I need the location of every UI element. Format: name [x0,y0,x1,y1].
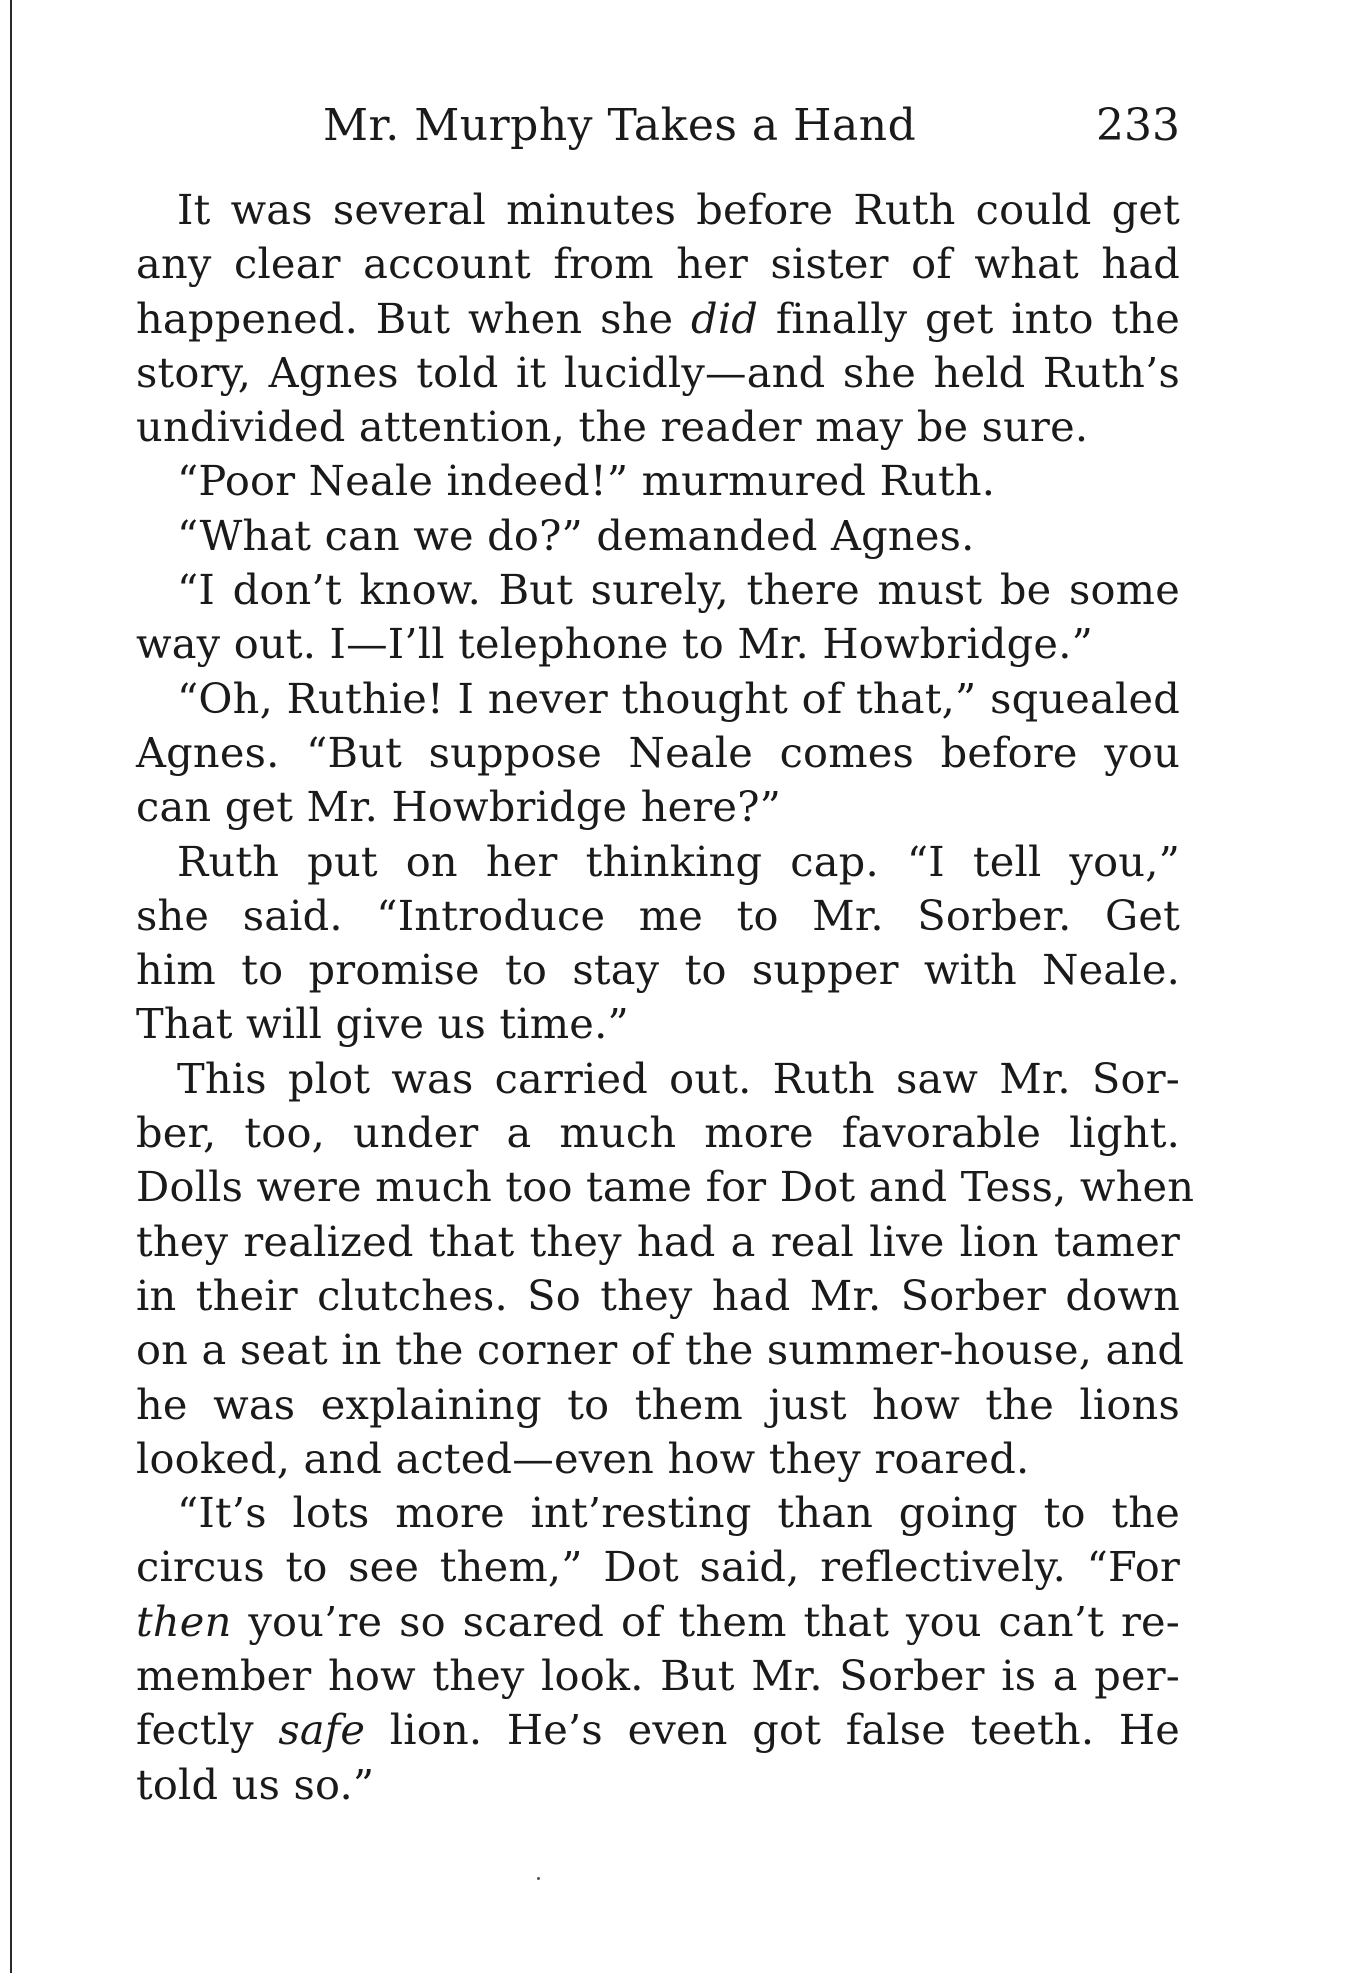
text-run: It was several minutes before Ruth could get [177,185,1180,234]
text-line [136,237,1180,291]
paragraph [136,183,1180,454]
text-line [136,1378,1180,1432]
paragraph [136,1052,1195,1486]
text-run: told us so.” [136,1759,375,1809]
paragraph [136,835,1180,1052]
text-line [136,835,1180,889]
text-run: ber, too, under a much more favorable light. [136,1108,1180,1158]
paragraph [136,672,1180,835]
text-run: Dolls were much too tame for Dot and Tess, when [136,1162,1195,1212]
text-run: “Oh, Ruthie! I never thought of that,” squealed [177,673,1180,723]
text-run: she said. “Introduce me to Mr. Sorber. Get [136,890,1180,940]
text-line [136,943,1180,997]
text-run: “I don’t know. But surely, there must be some [177,565,1180,615]
paper-speck [537,1877,540,1880]
text-line [136,1486,1180,1540]
text-run: “Poor Neale indeed!” murmured Ruth. [177,456,996,506]
text-line [136,1540,1180,1594]
italic-text: did [691,293,759,343]
text-run: lion. He’s even got false teeth. He [365,1705,1181,1755]
text-run: on a seat in the corner of the summer-house, and [136,1325,1185,1375]
page-edge [10,0,12,1973]
italic-text: then [136,1596,232,1646]
paragraph [136,1486,1180,1812]
text-run: you’re so scared of them that you can’t re- [231,1596,1180,1646]
text-run: happened. But when she [136,293,692,343]
text-run: he was explaining to them just how the lions [136,1379,1180,1429]
text-line [136,1758,1180,1812]
text-line [136,454,1180,508]
body-text [136,183,1195,1812]
paragraph [136,454,1180,508]
text-run: any clear account from her sister of what had [136,239,1180,289]
text-line [136,1432,1180,1486]
italic-text: safe [278,1705,366,1755]
text-run: undivided attention, the reader may be sure. [136,402,1089,452]
text-line [136,1649,1180,1703]
text-run: “What can we do?” demanded Agnes. [177,510,975,560]
text-run: in their clutches. So they had Mr. Sorber down [136,1270,1180,1320]
text-line [136,563,1180,617]
text-run: they realized that they had a real live lion tamer [136,1216,1180,1266]
text-run: looked, and acted—even how they roared. [136,1433,1030,1483]
text-run: member how they look. But Mr. Sorber is a per- [136,1651,1180,1701]
text-line [136,183,1180,237]
text-line [136,346,1180,400]
text-line [136,780,1180,834]
text-run: finally get into the [758,293,1180,343]
text-line [136,726,1180,780]
text-line [136,617,1180,671]
text-line [136,1595,1180,1649]
text-run: way out. I—I’ll telephone to Mr. Howbridge.” [136,619,1093,669]
paragraph [136,509,1180,563]
text-run: story, Agnes told it lucidly—and she held Ruth’s [136,347,1180,397]
text-run: him to promise to stay to supper with Neale. [136,945,1180,995]
text-line [136,292,1180,346]
text-line [136,1269,1180,1323]
text-line [136,1106,1180,1160]
text-line [136,1052,1180,1106]
page-number: 233 [1096,100,1180,151]
text-line [136,1160,1195,1214]
text-line [136,889,1180,943]
text-run: Ruth put on her thinking cap. “I tell you,” [177,836,1180,886]
text-line [136,1323,1185,1377]
text-run: “It’s lots more int’resting than going to the [177,1488,1180,1538]
text-run: Agnes. “But suppose Neale comes before you [136,727,1180,777]
chapter-title: Mr. Murphy Takes a Hand [323,100,917,151]
running-head [323,96,1180,156]
text-run: This plot was carried out. Ruth saw Mr. Sor- [177,1053,1180,1103]
text-line [136,509,1180,563]
text-run: circus to see them,” Dot said, reflectively. “For [136,1542,1180,1592]
text-run: can get Mr. Howbridge here?” [136,782,782,832]
text-line [136,1215,1180,1269]
text-line [136,997,1180,1051]
text-line [136,400,1180,454]
text-line [136,672,1180,726]
text-run: fectly [136,1705,279,1755]
paragraph [136,563,1180,672]
text-line [136,1703,1180,1757]
text-run: That will give us time.” [136,999,629,1049]
